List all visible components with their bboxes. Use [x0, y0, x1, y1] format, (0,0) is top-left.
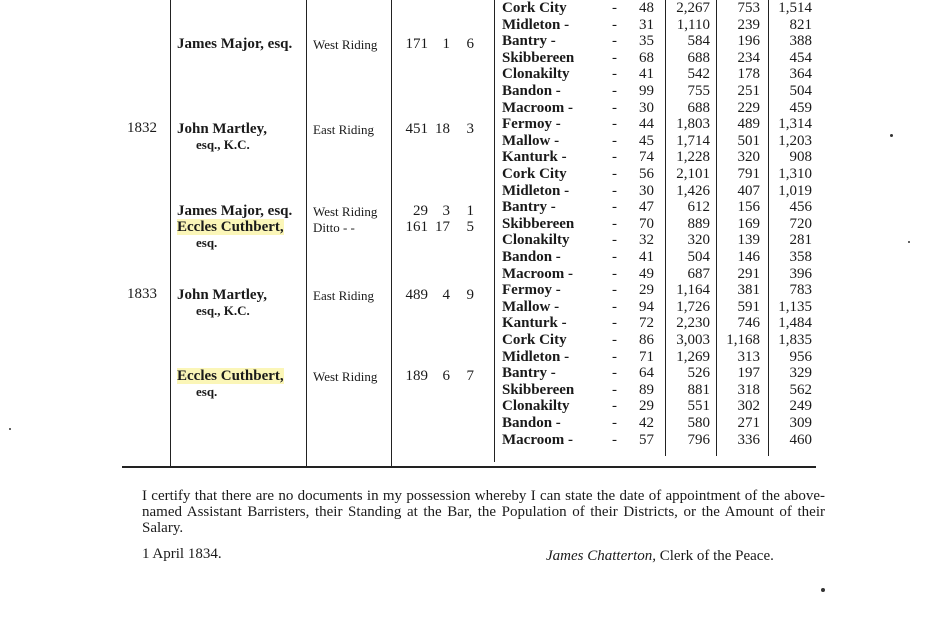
district-count: 42 [639, 415, 654, 431]
district-value-d: 1,135 [778, 298, 812, 315]
district-population: 1,714 [676, 132, 710, 149]
days-standing: 1 [466, 203, 474, 219]
district-count: 41 [639, 66, 654, 83]
district-name: Kanturk - [502, 315, 567, 332]
district-count: 72 [639, 315, 654, 332]
district-name: Bandon - [502, 83, 561, 99]
district-value-d: 908 [789, 149, 812, 166]
district-value-c: 229 [737, 99, 760, 116]
riding-label: Ditto - - [313, 220, 355, 235]
district-value-d: 1,484 [778, 315, 812, 332]
district-dash: - [612, 16, 617, 33]
district-count: 30 [639, 182, 654, 199]
district-name: Cork City [502, 166, 567, 182]
district-name: Fermoy - [502, 116, 561, 133]
district-count: 35 [639, 33, 654, 50]
district-population: 2,267 [676, 0, 710, 16]
district-value-c: 313 [737, 348, 760, 365]
district-count: 57 [639, 431, 654, 448]
district-value-c: 318 [737, 381, 760, 398]
district-count: 99 [639, 83, 654, 99]
district-dash: - [612, 215, 617, 232]
district-population: 688 [687, 99, 710, 116]
district-population: 2,101 [676, 166, 710, 182]
district-value-d: 396 [789, 265, 812, 282]
district-name: Fermoy - [502, 282, 561, 299]
district-name: Bantry - [502, 199, 556, 216]
district-dash: - [612, 182, 617, 199]
district-name: Macroom - [502, 99, 573, 116]
district-value-c: 489 [737, 116, 760, 133]
district-name: Bandon - [502, 249, 561, 265]
district-dash: - [612, 282, 617, 299]
rule-col-d [768, 0, 769, 456]
district-value-d: 720 [789, 215, 812, 232]
rule-riding-years [391, 0, 392, 466]
years-standing: 171 [405, 36, 428, 52]
days-standing: 9 [466, 287, 474, 303]
district-count: 68 [639, 49, 654, 66]
district-count: 45 [639, 132, 654, 149]
rule-year-name [170, 0, 171, 466]
district-value-d: 821 [789, 16, 812, 33]
riding-label: East Riding [313, 122, 375, 137]
district-name: Mallow - [502, 298, 560, 315]
district-count: 64 [639, 365, 654, 382]
district-value-d: 459 [789, 99, 812, 116]
district-population: 1,269 [676, 348, 710, 365]
district-value-d: 329 [789, 365, 812, 382]
district-count: 41 [639, 249, 654, 265]
table-bottom-rule [122, 466, 816, 468]
district-dash: - [612, 332, 617, 348]
district-value-d: 1,835 [778, 332, 812, 348]
district-population: 2,230 [676, 315, 710, 332]
district-population: 504 [687, 249, 710, 265]
district-population: 1,110 [676, 16, 710, 33]
district-dash: - [612, 232, 617, 249]
clerk-signature [546, 548, 774, 565]
barrister-name: John Martley, [177, 287, 267, 303]
district-value-d: 309 [789, 415, 812, 431]
district-value-d: 364 [789, 66, 812, 83]
district-name: Bandon - [502, 415, 561, 431]
district-population: 1,164 [676, 282, 710, 299]
district-value-c: 746 [737, 315, 760, 332]
district-count: 48 [639, 0, 654, 16]
years-standing: 451 [405, 121, 428, 137]
district-name: Cork City [502, 332, 567, 348]
clerk-title: Clerk of the Peace. [659, 548, 774, 564]
scan-speck [9, 428, 11, 430]
barrister-name: James Major, esq. [177, 203, 293, 219]
district-dash: - [612, 398, 617, 415]
district-name: Midleton - [502, 182, 570, 199]
district-dash: - [612, 249, 617, 265]
district-value-d: 1,314 [778, 116, 812, 133]
district-dash: - [612, 116, 617, 133]
district-dash: - [612, 381, 617, 398]
district-value-c: 381 [737, 282, 760, 299]
district-value-d: 783 [789, 282, 812, 299]
year-label: 1832 [127, 120, 157, 136]
months-standing: 3 [442, 203, 450, 219]
district-count: 94 [639, 298, 654, 315]
riding-label: East Riding [313, 288, 375, 303]
district-population: 688 [687, 49, 710, 66]
district-count: 47 [639, 199, 654, 216]
district-value-c: 591 [737, 298, 760, 315]
district-count: 49 [639, 265, 654, 282]
district-population: 526 [687, 365, 710, 382]
district-dash: - [612, 415, 617, 431]
rule-years-district [494, 0, 495, 462]
district-dash: - [612, 132, 617, 149]
district-value-d: 1,310 [778, 166, 812, 182]
district-name: Clonakilty [502, 398, 570, 415]
district-dash: - [612, 166, 617, 182]
barrister-name-suffix: esq., K.C. [196, 303, 250, 318]
district-dash: - [612, 99, 617, 116]
district-count: 74 [639, 149, 654, 166]
certification-date: 1 April 1834. [142, 546, 222, 562]
district-population: 1,426 [676, 182, 710, 199]
district-value-d: 1,019 [778, 182, 812, 199]
district-name: Bantry - [502, 365, 556, 382]
district-population: 3,003 [676, 332, 710, 348]
scan-speck [890, 134, 893, 137]
district-dash: - [612, 298, 617, 315]
district-dash: - [612, 33, 617, 50]
district-count: 70 [639, 215, 654, 232]
rule-col-c [716, 0, 717, 456]
district-value-d: 358 [789, 249, 812, 265]
district-value-c: 139 [737, 232, 760, 249]
district-name: Skibbereen [502, 215, 575, 232]
district-count: 30 [639, 99, 654, 116]
months-standing: 1 [442, 36, 450, 52]
district-value-c: 234 [737, 49, 760, 66]
district-value-c: 302 [737, 398, 760, 415]
district-population: 612 [687, 199, 710, 216]
district-population: 1,726 [676, 298, 710, 315]
district-name: Clonakilty [502, 232, 570, 249]
district-value-d: 456 [789, 199, 812, 216]
district-name: Macroom - [502, 265, 573, 282]
district-dash: - [612, 49, 617, 66]
months-standing: 4 [442, 287, 450, 303]
district-population: 687 [687, 265, 710, 282]
district-population: 551 [687, 398, 710, 415]
district-value-c: 1,168 [726, 332, 760, 348]
district-value-c: 196 [737, 33, 760, 50]
district-dash: - [612, 149, 617, 166]
district-dash: - [612, 365, 617, 382]
certification-text: I certify that there are no documents in my possession whereby I can state the date of appointment of the above-named Assistant Barristers, their Standing at the Bar, the Population of their Districts, or the Amount of their Salary. [142, 488, 825, 536]
district-value-d: 388 [789, 33, 812, 50]
scan-speck [821, 588, 825, 592]
district-value-d: 1,203 [778, 132, 812, 149]
year-label: 1833 [127, 286, 157, 302]
barrister-name: Eccles Cuthbert, [177, 368, 284, 384]
district-value-c: 251 [737, 83, 760, 99]
district-population: 1,803 [676, 116, 710, 133]
days-standing: 5 [466, 219, 474, 235]
district-value-c: 291 [737, 265, 760, 282]
days-standing: 7 [466, 368, 474, 384]
district-value-d: 454 [789, 49, 812, 66]
district-name: Bantry - [502, 33, 556, 50]
riding-label: West Riding [313, 369, 378, 384]
district-count: 31 [639, 16, 654, 33]
district-dash: - [612, 431, 617, 448]
district-value-c: 239 [737, 16, 760, 33]
district-value-d: 504 [789, 83, 812, 99]
district-population: 1,228 [676, 149, 710, 166]
district-name: Midleton - [502, 16, 570, 33]
district-dash: - [612, 83, 617, 99]
district-name: Kanturk - [502, 149, 567, 166]
years-standing: 161 [405, 219, 428, 235]
months-standing: 18 [435, 121, 450, 137]
district-dash: - [612, 315, 617, 332]
barrister-name-suffix: esq., K.C. [196, 137, 250, 152]
district-value-c: 156 [737, 199, 760, 216]
district-population: 755 [687, 83, 710, 99]
months-standing: 6 [442, 368, 450, 384]
district-population: 580 [687, 415, 710, 431]
district-value-d: 562 [789, 381, 812, 398]
district-population: 889 [687, 215, 710, 232]
district-name: Mallow - [502, 132, 560, 149]
district-dash: - [612, 199, 617, 216]
district-dash: - [612, 66, 617, 83]
district-name: Skibbereen [502, 381, 575, 398]
district-population: 796 [687, 431, 710, 448]
barrister-name-suffix: esq. [196, 235, 218, 250]
district-count: 29 [639, 398, 654, 415]
district-count: 86 [639, 332, 654, 348]
years-standing: 29 [413, 203, 428, 219]
days-standing: 3 [466, 121, 474, 137]
riding-label: West Riding [313, 37, 378, 52]
years-standing: 489 [405, 287, 428, 303]
district-count: 44 [639, 116, 654, 133]
district-value-c: 197 [737, 365, 760, 382]
scan-speck [908, 241, 910, 243]
district-dash: - [612, 0, 617, 16]
district-name: Midleton - [502, 348, 570, 365]
barrister-name: John Martley, [177, 121, 267, 137]
clerk-name: James Chatterton, [546, 548, 656, 564]
district-count: 32 [639, 232, 654, 249]
district-value-d: 281 [789, 232, 812, 249]
district-count: 29 [639, 282, 654, 299]
district-value-d: 956 [789, 348, 812, 365]
barrister-name: Eccles Cuthbert, [177, 219, 284, 235]
barrister-name: James Major, esq. [177, 36, 293, 52]
riding-label: West Riding [313, 204, 378, 219]
days-standing: 6 [466, 36, 474, 52]
rule-name-riding [306, 0, 307, 466]
district-name: Clonakilty [502, 66, 570, 83]
district-population: 320 [687, 232, 710, 249]
district-value-c: 178 [737, 66, 760, 83]
district-value-d: 249 [789, 398, 812, 415]
district-value-c: 146 [737, 249, 760, 265]
district-dash: - [612, 265, 617, 282]
years-standing: 189 [405, 368, 428, 384]
months-standing: 17 [435, 219, 450, 235]
district-count: 71 [639, 348, 654, 365]
district-population: 584 [687, 33, 710, 50]
district-value-c: 336 [737, 431, 760, 448]
district-count: 89 [639, 381, 654, 398]
district-value-d: 1,514 [778, 0, 812, 16]
district-value-c: 407 [737, 182, 760, 199]
district-name: Macroom - [502, 431, 573, 448]
district-count: 56 [639, 166, 654, 182]
district-population: 881 [687, 381, 710, 398]
district-value-d: 460 [789, 431, 812, 448]
district-value-c: 501 [737, 132, 760, 149]
district-value-c: 791 [737, 166, 760, 182]
district-dash: - [612, 348, 617, 365]
district-value-c: 753 [737, 0, 760, 16]
district-value-c: 169 [737, 215, 760, 232]
district-name: Cork City [502, 0, 567, 16]
barrister-name-suffix: esq. [196, 384, 218, 399]
district-population: 542 [687, 66, 710, 83]
district-name: Skibbereen [502, 49, 575, 66]
district-value-c: 271 [737, 415, 760, 431]
district-value-c: 320 [737, 149, 760, 166]
